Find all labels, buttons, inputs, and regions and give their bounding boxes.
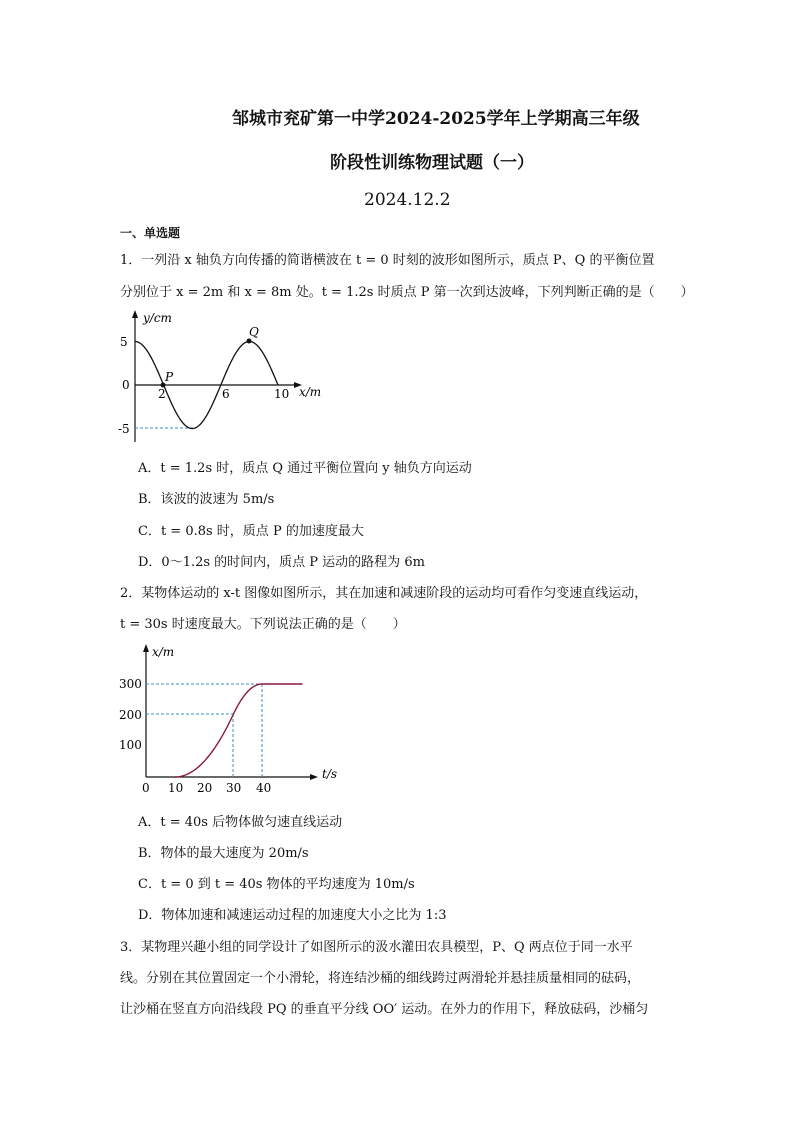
q3-line-3: 让沙桶在竖直方向沿线段 PQ 的垂直平分线 OO′ 运动。在外力的作用下，释放砝码，沙桶匀: [120, 1002, 649, 1017]
q3-line-2: 线。分别在其位置固定一个小滑轮，将连结沙桶的细线跨过两滑轮并悬挂质量相同的砝码，: [120, 971, 641, 986]
fig2-xt-curve: [175, 684, 303, 777]
fig1-label-q: Q: [249, 325, 259, 339]
exam-date: 2024.12.2: [364, 190, 451, 210]
fig2-x-tick: 20: [197, 781, 213, 795]
q1-line-2: 分别位于 x = 2m 和 x = 8m 处。t = 1.2s 时质点 P 第一次到达波峰，下列判断正确的是（ ）: [120, 285, 694, 300]
q1-line-1: 1．一列沿 x 轴负方向传播的简谐横波在 t = 0 时刻的波形如图所示，质点 P、Q 的平衡位置: [120, 253, 655, 268]
figure1-wave-graph: [118, 306, 348, 446]
fig1-x-tick: 6: [222, 387, 230, 401]
fig1-x-label: x/m: [299, 385, 322, 399]
section-heading: 一、单选题: [120, 226, 181, 240]
q2-option-b: B．物体的最大速度为 20m/s: [138, 846, 309, 861]
fig1-x-tick: 2: [158, 387, 166, 401]
q2-option-d: D．物体加速和减速运动过程的加速度大小之比为 1:3: [138, 908, 447, 923]
q2-option-a: A．t = 40s 后物体做匀速直线运动: [138, 815, 343, 830]
fig1-y-label: y/cm: [143, 311, 172, 325]
q2-line-2: t = 30s 时速度最大。下列说法正确的是（ ）: [120, 617, 406, 632]
fig2-x-tick: 0: [142, 781, 150, 795]
figure2-xt-graph: [114, 640, 344, 800]
q1-option-d: D．0～1.2s 的时间内，质点 P 运动的路程为 6m: [138, 555, 425, 570]
fig1-x-tick: 10: [274, 387, 290, 401]
fig1-point-q: [247, 339, 252, 344]
fig2-x-label: t/s: [322, 767, 338, 781]
q1-option-c: C．t = 0.8s 时，质点 P 的加速度最大: [138, 524, 364, 539]
q2-option-c: C．t = 0 到 t = 40s 物体的平均速度为 10m/s: [138, 877, 415, 892]
fig2-x-tick: 10: [168, 781, 184, 795]
fig2-y-tick: 200: [119, 708, 142, 722]
q1-option-a: A．t = 1.2s 时，质点 Q 通过平衡位置向 y 轴负方向运动: [138, 461, 472, 476]
fig2-y-tick: 100: [119, 738, 142, 752]
q2-line-1: 2．某物体运动的 x-t 图像如图所示，其在加速和减速阶段的运动均可看作匀变速直线运动，: [120, 586, 648, 601]
q3-line-1: 3．某物理兴趣小组的同学设计了如图所示的汲水灌田农具模型，P、Q 两点位于同一水平: [120, 940, 633, 955]
title-line-2: 阶段性训练物理试题（一）: [330, 153, 534, 173]
fig2-x-tick: 40: [256, 781, 272, 795]
fig2-y-label: x/m: [152, 645, 175, 659]
fig1-y-tick: 0: [122, 378, 130, 392]
fig1-y-tick: 5: [120, 335, 128, 349]
fig1-y-tick: -5: [118, 422, 130, 436]
fig2-y-tick: 300: [119, 677, 142, 691]
q1-option-b: B．该波的波速为 5m/s: [138, 492, 275, 507]
fig2-x-tick: 30: [226, 781, 242, 795]
title-line-1: 邹城市兖矿第一中学2024-2025学年上学期高三年级: [232, 109, 640, 129]
fig1-label-p: P: [165, 370, 174, 384]
